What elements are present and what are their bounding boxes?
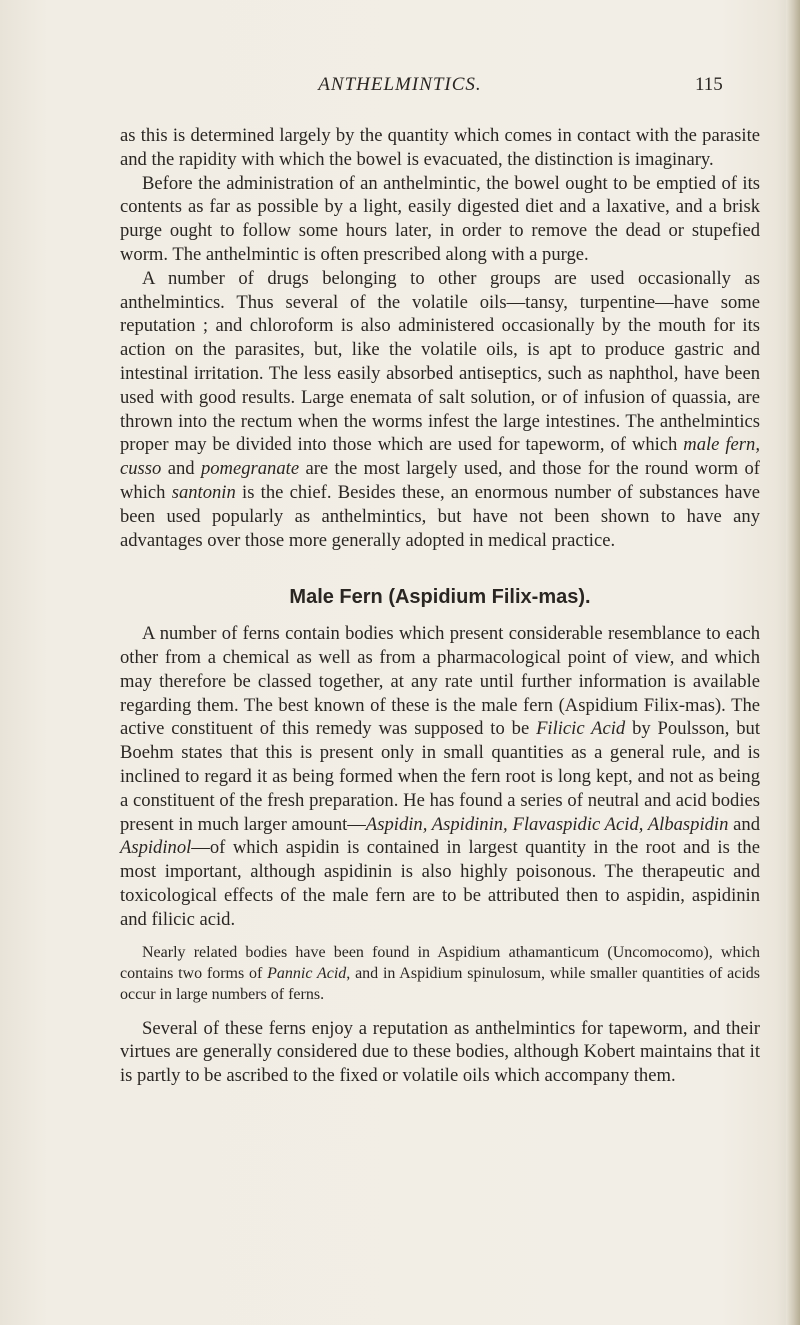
text-run: and: [161, 458, 201, 480]
text-run: by Poulsson, but Boehm states that this is present only in small quantities as a general rule, and is inclined to regard it as being formed when the fern root is long kept, and not as being a constituent of the fresh preparation. He has found a series of neutral and acid bodies present in much larger amount—: [120, 718, 760, 835]
body-text: [120, 124, 760, 1088]
text-run: —of which aspidin is contained in largest quantity in the root and is the most important, although aspidinin is also highly poisonous. The therapeutic and toxicological effects of the male fern are to be attributed then to aspidin, aspidinin and filicic acid.: [120, 837, 760, 930]
italic-term: Aspidin, Aspidinin, Flavaspidic Acid, Albaspidin: [365, 813, 729, 835]
text-run: as this is determined largely by the quantity which comes in contact with the parasite and the rapidity with which the bowel is evacuated, the distinction is imaginary.: [120, 125, 760, 170]
paragraph: [120, 124, 760, 172]
text-run: Several of these ferns enjoy a reputation as anthelmintics for tapeworm, and their virtues are generally considered due to these bodies, although Kobert maintains that it is partly to be ascribed to the fixed or volatile oils which accompany them.: [120, 1017, 760, 1087]
section-heading: Male Fern (Aspidium Filix-mas).: [289, 586, 591, 609]
paragraph: [120, 172, 760, 267]
paragraph: [120, 267, 760, 553]
italic-term: pomegranate: [200, 458, 300, 480]
italic-term: Pannic Acid: [267, 964, 347, 982]
running-head: ANTHELMINTICS.: [318, 74, 482, 95]
paragraph: [120, 942, 760, 1005]
paragraph: [120, 1017, 760, 1088]
text-run: and: [728, 813, 760, 835]
text-run: Before the administration of an anthelmintic, the bowel ought to be emptied of its contents as far as possible by a light, easily digested diet and a laxative, and a brisk purge ought to follow some hours later, in order to remove the dead or stupefied worm. The anthelmintic is often prescribed along with a purge.: [120, 172, 760, 265]
text-run: , and in Aspidium spinulosum, while smaller quantities of acids occur in large numbers of ferns.: [120, 964, 760, 1003]
paragraph: [120, 622, 760, 931]
paragraph-group-intro: [120, 124, 760, 552]
text-run: A number of drugs belonging to other groups are used occasionally as anthelmintics. Thus several of the volatile oils—tansy, turpentine—have some reputation ; and chloroform is also administered occasionally by the mouth for its action on the parasites, but, like the volatile oils, is apt to produce gastric and intestinal irritation. The less easily absorbed antiseptics, such as naphthol, have been used with good results. Large enemata of salt solution, or of infusion of quassia, are thrown into the rectum when the worms infest the large intestines. The anthelmintics proper may be divided into those which are used for tapeworm, of which: [120, 267, 760, 456]
italic-term: Filicic Acid: [536, 718, 626, 740]
text-run: is the chief. Besides these, an enormous number of substances have been used popularly as anthelmintics, but have not been shown to have any advantages over those more generally adopted in medical practice.: [120, 481, 760, 551]
page-header: [0, 74, 800, 100]
paragraph-group-male-fern: [120, 622, 760, 1088]
page-number: 115: [695, 74, 723, 95]
italic-term: Aspidinol: [120, 837, 192, 859]
italic-term: male fern, cusso: [120, 434, 760, 480]
text-run: Nearly related bodies have been found in Aspidium athamanticum (Uncomocomo), which contains two forms of: [120, 943, 760, 982]
italic-term: santonin: [171, 481, 236, 503]
page-edge: [786, 0, 800, 1325]
text-run: A number of ferns contain bodies which present considerable resemblance to each other from a chemical as well as from a pharmacological point of view, and which may therefore be classed together, at any rate until further information is available regarding them. The best known of these is the male fern (Aspidium Filix-mas). The active constituent of this remedy was supposed to be: [120, 623, 760, 740]
text-run: are the most largely used, and those for the round worm of which: [120, 458, 760, 503]
